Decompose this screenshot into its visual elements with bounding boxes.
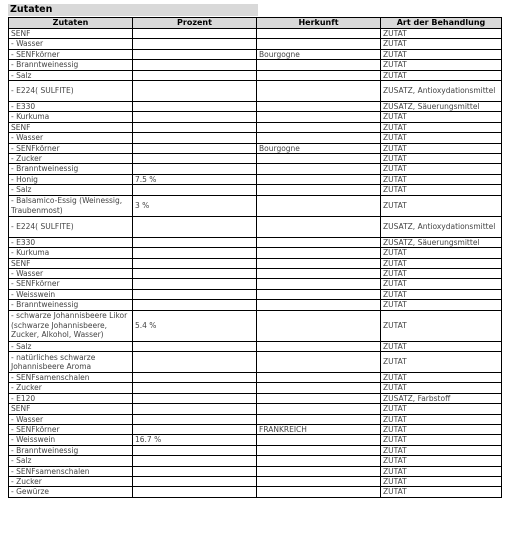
cell-zutat: - Salz — [9, 70, 133, 80]
cell-prozent — [133, 393, 257, 403]
cell-prozent — [133, 39, 257, 49]
cell-prozent — [133, 164, 257, 174]
cell-behandlung: ZUTAT — [381, 487, 502, 497]
table-row — [9, 60, 502, 70]
table-row — [9, 279, 502, 289]
cell-prozent — [133, 143, 257, 153]
cell-prozent — [133, 102, 257, 112]
table-row — [9, 477, 502, 487]
column-header-zutaten: Zutaten — [9, 18, 133, 29]
cell-behandlung: ZUTAT — [381, 414, 502, 424]
table-row — [9, 174, 502, 184]
cell-zutat: - Branntweinessig — [9, 164, 133, 174]
cell-behandlung: ZUTAT — [381, 29, 502, 39]
table-row — [9, 258, 502, 268]
table-row — [9, 122, 502, 132]
cell-behandlung: ZUTAT — [381, 445, 502, 455]
cell-prozent — [133, 154, 257, 164]
cell-zutat: - SENFkörner — [9, 424, 133, 434]
cell-herkunft — [257, 237, 381, 247]
cell-behandlung: ZUSATZ, Farbstoff — [381, 393, 502, 403]
cell-herkunft — [257, 372, 381, 382]
cell-zutat: - Branntweinessig — [9, 445, 133, 455]
cell-prozent — [133, 133, 257, 143]
ingredients-section — [8, 4, 501, 498]
cell-herkunft — [257, 310, 381, 341]
table-row — [9, 29, 502, 39]
cell-herkunft — [257, 279, 381, 289]
cell-zutat: - Wasser — [9, 133, 133, 143]
cell-herkunft — [257, 404, 381, 414]
cell-zutat: - schwarze Johannisbeere Likor (schwarze Johannisbeere, Zucker, Alkohol, Wasser) — [9, 310, 133, 341]
cell-herkunft — [257, 435, 381, 445]
cell-herkunft — [257, 258, 381, 268]
cell-behandlung: ZUTAT — [381, 435, 502, 445]
table-row — [9, 112, 502, 122]
cell-prozent — [133, 300, 257, 310]
cell-herkunft — [257, 164, 381, 174]
cell-behandlung: ZUTAT — [381, 133, 502, 143]
cell-zutat: - Honig — [9, 174, 133, 184]
cell-behandlung: ZUTAT — [381, 258, 502, 268]
cell-herkunft — [257, 268, 381, 278]
cell-behandlung: ZUTAT — [381, 383, 502, 393]
column-header-behandlung: Art der Behandlung — [381, 18, 502, 29]
cell-zutat: - Salz — [9, 341, 133, 351]
column-header-herkunft: Herkunft — [257, 18, 381, 29]
cell-herkunft — [257, 70, 381, 80]
table-row — [9, 49, 502, 59]
cell-behandlung: ZUTAT — [381, 248, 502, 258]
cell-prozent — [133, 351, 257, 372]
table-row — [9, 133, 502, 143]
cell-prozent: 16.7 % — [133, 435, 257, 445]
cell-prozent — [133, 414, 257, 424]
cell-herkunft — [257, 29, 381, 39]
table-row — [9, 466, 502, 476]
cell-behandlung: ZUSATZ, Antioxydationsmittel — [381, 216, 502, 237]
table-row — [9, 310, 502, 341]
cell-behandlung: ZUTAT — [381, 404, 502, 414]
cell-herkunft — [257, 60, 381, 70]
table-row — [9, 300, 502, 310]
cell-zutat: - E120 — [9, 393, 133, 403]
cell-prozent — [133, 49, 257, 59]
cell-zutat: - E224( SULFITE) — [9, 81, 133, 102]
cell-herkunft — [257, 122, 381, 132]
table-row — [9, 195, 502, 216]
cell-prozent — [133, 216, 257, 237]
cell-zutat: - SENFsamenschalen — [9, 372, 133, 382]
cell-herkunft — [257, 466, 381, 476]
cell-prozent — [133, 341, 257, 351]
cell-zutat: - SENFsamenschalen — [9, 466, 133, 476]
cell-behandlung: ZUTAT — [381, 477, 502, 487]
cell-zutat: SENF — [9, 258, 133, 268]
cell-behandlung: ZUTAT — [381, 143, 502, 153]
cell-prozent — [133, 122, 257, 132]
table-row — [9, 351, 502, 372]
cell-behandlung: ZUTAT — [381, 122, 502, 132]
cell-behandlung: ZUTAT — [381, 185, 502, 195]
cell-behandlung: ZUTAT — [381, 49, 502, 59]
table-row — [9, 372, 502, 382]
table-row — [9, 404, 502, 414]
cell-behandlung: ZUSATZ, Antioxydationsmittel — [381, 81, 502, 102]
cell-herkunft: FRANKREICH — [257, 424, 381, 434]
cell-zutat: - Zucker — [9, 154, 133, 164]
table-row — [9, 70, 502, 80]
table-row — [9, 102, 502, 112]
cell-herkunft — [257, 393, 381, 403]
cell-prozent — [133, 112, 257, 122]
table-row — [9, 154, 502, 164]
cell-herkunft — [257, 383, 381, 393]
cell-behandlung: ZUTAT — [381, 300, 502, 310]
cell-zutat: - Salz — [9, 456, 133, 466]
cell-zutat: - Branntweinessig — [9, 300, 133, 310]
cell-zutat: - Kurkuma — [9, 248, 133, 258]
cell-zutat: - E330 — [9, 102, 133, 112]
table-row — [9, 487, 502, 497]
cell-prozent — [133, 248, 257, 258]
cell-prozent — [133, 487, 257, 497]
cell-zutat: - SENFkörner — [9, 279, 133, 289]
cell-prozent — [133, 424, 257, 434]
cell-prozent — [133, 29, 257, 39]
table-row — [9, 164, 502, 174]
cell-behandlung: ZUSATZ, Säuerungsmittel — [381, 237, 502, 247]
cell-zutat: - Branntweinessig — [9, 60, 133, 70]
table-row — [9, 393, 502, 403]
cell-herkunft — [257, 185, 381, 195]
cell-prozent — [133, 60, 257, 70]
cell-zutat: - Balsamico-Essig (Weinessig, Traubenmost) — [9, 195, 133, 216]
cell-zutat: - Salz — [9, 185, 133, 195]
cell-herkunft — [257, 341, 381, 351]
cell-herkunft — [257, 351, 381, 372]
cell-prozent — [133, 185, 257, 195]
cell-prozent — [133, 466, 257, 476]
cell-behandlung: ZUTAT — [381, 279, 502, 289]
cell-zutat: - Zucker — [9, 477, 133, 487]
cell-herkunft: Bourgogne — [257, 49, 381, 59]
cell-zutat: - E224( SULFITE) — [9, 216, 133, 237]
cell-prozent — [133, 372, 257, 382]
ingredients-table — [8, 17, 502, 498]
cell-herkunft — [257, 414, 381, 424]
cell-prozent: 3 % — [133, 195, 257, 216]
cell-prozent — [133, 81, 257, 102]
cell-zutat: - natürliches schwarze Johannisbeere Aroma — [9, 351, 133, 372]
cell-behandlung: ZUTAT — [381, 351, 502, 372]
cell-prozent — [133, 456, 257, 466]
cell-herkunft — [257, 248, 381, 258]
column-header-prozent: Prozent — [133, 18, 257, 29]
table-row — [9, 216, 502, 237]
cell-prozent — [133, 70, 257, 80]
table-row — [9, 289, 502, 299]
cell-prozent — [133, 445, 257, 455]
section-title: Zutaten — [8, 4, 258, 16]
table-row — [9, 268, 502, 278]
cell-behandlung: ZUTAT — [381, 341, 502, 351]
cell-herkunft — [257, 477, 381, 487]
cell-behandlung: ZUTAT — [381, 310, 502, 341]
cell-behandlung: ZUTAT — [381, 456, 502, 466]
cell-zutat: - Wasser — [9, 268, 133, 278]
cell-prozent — [133, 268, 257, 278]
table-row — [9, 237, 502, 247]
cell-zutat: - SENFkörner — [9, 143, 133, 153]
cell-prozent: 5.4 % — [133, 310, 257, 341]
table-row — [9, 143, 502, 153]
cell-zutat: SENF — [9, 404, 133, 414]
table-row — [9, 456, 502, 466]
cell-prozent — [133, 237, 257, 247]
cell-behandlung: ZUTAT — [381, 424, 502, 434]
cell-herkunft — [257, 154, 381, 164]
cell-herkunft — [257, 102, 381, 112]
cell-herkunft — [257, 289, 381, 299]
table-row — [9, 39, 502, 49]
cell-herkunft: Bourgogne — [257, 143, 381, 153]
cell-prozent — [133, 279, 257, 289]
cell-zutat: - Zucker — [9, 383, 133, 393]
table-row — [9, 383, 502, 393]
cell-behandlung: ZUTAT — [381, 39, 502, 49]
cell-prozent — [133, 258, 257, 268]
cell-behandlung: ZUTAT — [381, 268, 502, 278]
cell-behandlung: ZUTAT — [381, 289, 502, 299]
table-row — [9, 248, 502, 258]
cell-herkunft — [257, 81, 381, 102]
cell-prozent — [133, 477, 257, 487]
cell-behandlung: ZUTAT — [381, 60, 502, 70]
cell-herkunft — [257, 133, 381, 143]
cell-prozent: 7.5 % — [133, 174, 257, 184]
cell-herkunft — [257, 112, 381, 122]
table-row — [9, 414, 502, 424]
cell-herkunft — [257, 195, 381, 216]
cell-zutat: - Weisswein — [9, 289, 133, 299]
table-row — [9, 445, 502, 455]
cell-behandlung: ZUTAT — [381, 174, 502, 184]
cell-herkunft — [257, 174, 381, 184]
table-row — [9, 424, 502, 434]
cell-prozent — [133, 383, 257, 393]
cell-zutat: - Weisswein — [9, 435, 133, 445]
cell-zutat: - E330 — [9, 237, 133, 247]
cell-zutat: - Wasser — [9, 414, 133, 424]
cell-herkunft — [257, 456, 381, 466]
cell-zutat: SENF — [9, 122, 133, 132]
cell-behandlung: ZUTAT — [381, 154, 502, 164]
cell-behandlung: ZUTAT — [381, 112, 502, 122]
cell-zutat: - Wasser — [9, 39, 133, 49]
cell-behandlung: ZUTAT — [381, 195, 502, 216]
cell-behandlung: ZUTAT — [381, 466, 502, 476]
cell-prozent — [133, 289, 257, 299]
cell-herkunft — [257, 487, 381, 497]
table-row — [9, 81, 502, 102]
cell-herkunft — [257, 300, 381, 310]
table-row — [9, 185, 502, 195]
table-header-row — [9, 18, 502, 29]
cell-herkunft — [257, 216, 381, 237]
cell-zutat: - Gewürze — [9, 487, 133, 497]
cell-behandlung: ZUSATZ, Säuerungsmittel — [381, 102, 502, 112]
cell-herkunft — [257, 445, 381, 455]
cell-herkunft — [257, 39, 381, 49]
cell-prozent — [133, 404, 257, 414]
cell-zutat: - SENFkörner — [9, 49, 133, 59]
cell-behandlung: ZUTAT — [381, 372, 502, 382]
table-row — [9, 435, 502, 445]
cell-behandlung: ZUTAT — [381, 164, 502, 174]
table-row — [9, 341, 502, 351]
cell-zutat: SENF — [9, 29, 133, 39]
cell-behandlung: ZUTAT — [381, 70, 502, 80]
cell-zutat: - Kurkuma — [9, 112, 133, 122]
